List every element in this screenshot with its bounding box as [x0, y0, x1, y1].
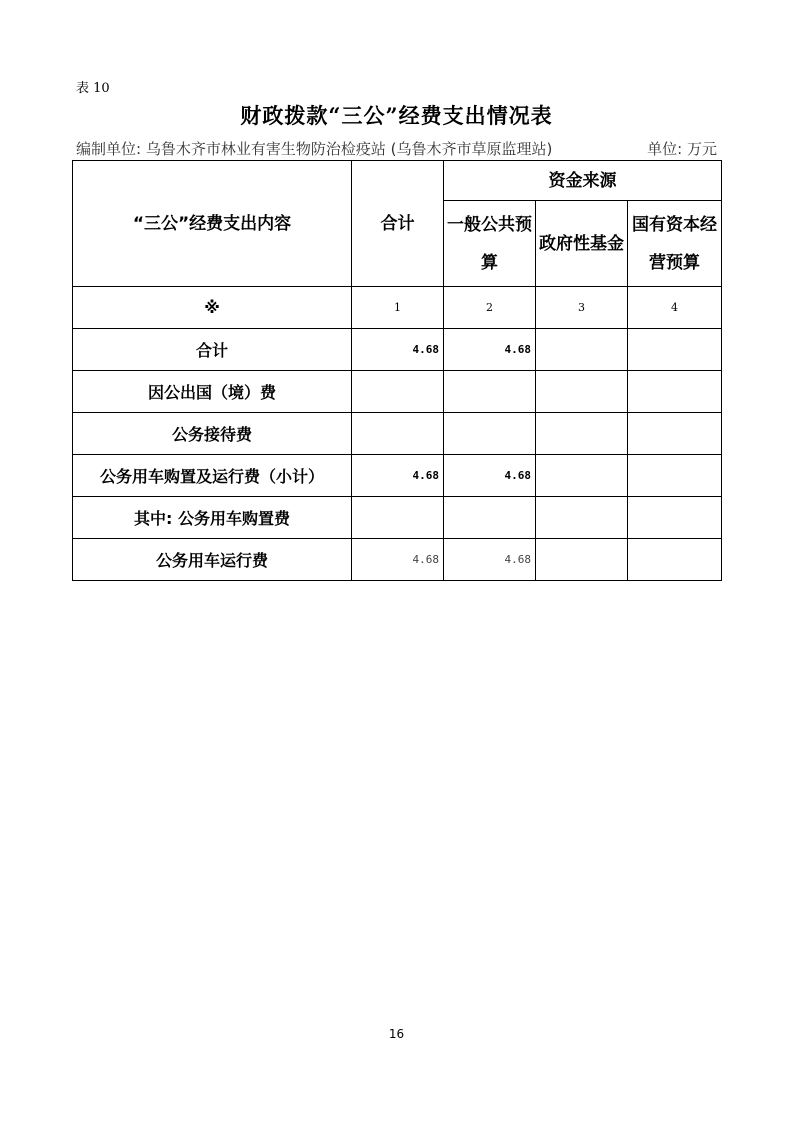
expense-table — [72, 160, 722, 581]
page-title: 财政拨款“三公”经费支出情况表 — [240, 103, 553, 128]
row-label: 公务用车购置及运行费（小计） — [73, 455, 352, 497]
cell-total — [352, 413, 444, 455]
index-3: 3 — [536, 287, 628, 329]
index-2: 2 — [444, 287, 536, 329]
index-4: 4 — [628, 287, 722, 329]
cell-state — [628, 413, 722, 455]
cell-general: 4.68 — [444, 329, 536, 371]
header-content: “三公”经费支出内容 — [73, 161, 352, 287]
cell-gov — [536, 329, 628, 371]
cell-general — [444, 413, 536, 455]
header-general-budget: 一般公共预算 — [444, 201, 536, 287]
header-state-capital: 国有资本经营预算 — [628, 201, 722, 287]
cell-total: 4.68 — [352, 539, 444, 581]
cell-general — [444, 371, 536, 413]
cell-gov — [536, 413, 628, 455]
cell-state — [628, 329, 722, 371]
header-total: 合计 — [352, 161, 444, 287]
cell-total — [352, 497, 444, 539]
index-row — [73, 287, 722, 329]
cell-gov — [536, 497, 628, 539]
table-row — [73, 329, 722, 371]
table-row — [73, 539, 722, 581]
cell-total: 4.68 — [352, 455, 444, 497]
cell-general: 4.68 — [444, 455, 536, 497]
table-row — [73, 497, 722, 539]
row-label: 合计 — [73, 329, 352, 371]
unit-label: 单位: 万元 — [647, 140, 717, 158]
cell-general — [444, 497, 536, 539]
cell-gov — [536, 539, 628, 581]
table-number: 表 10 — [76, 81, 110, 96]
row-label: 其中: 公务用车购置费 — [73, 497, 352, 539]
table-row — [73, 371, 722, 413]
table-row — [73, 413, 722, 455]
cell-state — [628, 371, 722, 413]
header-gov-fund: 政府性基金 — [536, 201, 628, 287]
cell-state — [628, 539, 722, 581]
row-label: 公务用车运行费 — [73, 539, 352, 581]
table-row — [73, 455, 722, 497]
cell-gov — [536, 371, 628, 413]
cell-state — [628, 497, 722, 539]
index-1: 1 — [352, 287, 444, 329]
cell-gov — [536, 455, 628, 497]
index-label: ※ — [73, 287, 352, 329]
cell-total: 4.68 — [352, 329, 444, 371]
cell-general: 4.68 — [444, 539, 536, 581]
row-label: 因公出国（境）费 — [73, 371, 352, 413]
row-label: 公务接待费 — [73, 413, 352, 455]
header-funding-source: 资金来源 — [444, 161, 722, 201]
cell-state — [628, 455, 722, 497]
cell-total — [352, 371, 444, 413]
page-number: 16 — [388, 1027, 405, 1041]
org-label: 编制单位: 乌鲁木齐市林业有害生物防治检疫站 (乌鲁木齐市草原监理站) — [76, 140, 553, 158]
